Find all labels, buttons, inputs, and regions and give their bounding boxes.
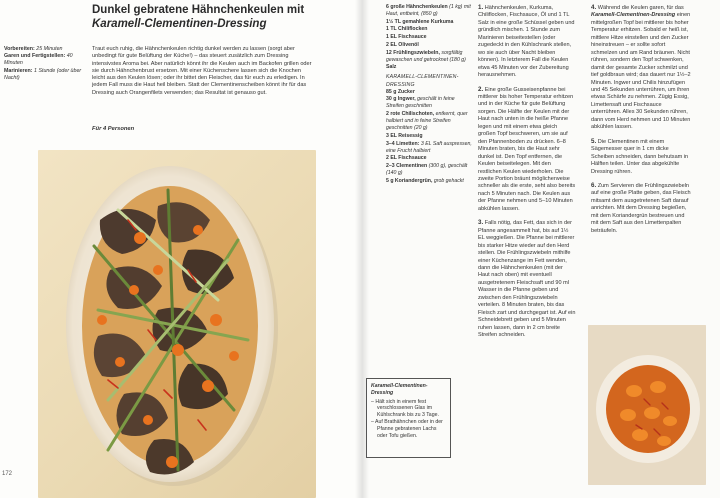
dressing-ingredient-item: 3–4 Limetten: 3 EL Saft auspressen, eine Frucht halbiert xyxy=(386,140,472,154)
platter-illustration xyxy=(38,150,316,498)
dressing-ingredient-item: 30 g Ingwer, geschält in feine Streifen geschnitten xyxy=(386,96,455,110)
page-number: 172 xyxy=(2,471,13,477)
method-step-3: 3. Falls nötig, das Fett, das sich in der Pfanne angesammelt hat, bis auf 1½ EL weggießen. Die Pfanne bei mittlerer bis starker Hitze wieder auf den Herd stellen. Die Frühlingszwiebeln mithilfe einer Küchenzange im Fett wenden, dann die Hähnchenkeulen (mit der Haut nach oben) mit eventuell ausgetretenem Fleischsaft und 90 ml Wasser in die Pfanne geben und zwischen den Frühlingszwiebeln verteilen. 8 Minuten braten, bis das Fleisch zart und durchgegart ist. Auf ein Schneidebrett geben und 5 Minuten ruhen lassen, dann in 2 cm breite Streifen schneiden. xyxy=(478,219,576,339)
ingredient-item: 12 Frühlingszwiebeln, sorgfältig gewaschen und getrocknet (180 g) xyxy=(386,49,466,63)
recipe-title xyxy=(92,3,352,31)
recipe-timings xyxy=(4,46,88,82)
main-dish-photo xyxy=(38,150,316,498)
timing-prep: Vorbereiten: 25 Minuten xyxy=(4,46,63,52)
tip-line: – Hält sich in einem fest verschlossenen Glas im Kühlschrank bis zu 3 Tage. xyxy=(371,398,439,419)
dressing-bowl-photo xyxy=(588,325,706,485)
method-step-5: 5. Die Clementinen mit einem Sägemesser quer in 1 cm dicke Scheiben schneiden, dann behutsam in Hälften teilen. Unter das abgekühlte Dressing rühren. xyxy=(591,137,689,175)
ingredients-list xyxy=(386,4,472,186)
tip-line: – Auf Brathähnchen oder in der Pfanne gebratenen Lachs oder Tofu gießen. xyxy=(371,418,443,439)
timing-cook: Garen und Fertigstellen: 40 Minuten xyxy=(4,53,73,67)
dressing-ingredient-item: 2–3 Clementinen (300 g), geschält (140 g) xyxy=(386,163,468,177)
method-step-4: 4. Während die Keulen garen, für das Karamell-Clementinen-Dressing einen mittelgroßen Topf bei mittlerer bis hoher Temperatur erhitzen. Sobald er heiß ist, mittlere Hitze einstellen und den Zucker hineinstreuen – er sollte sofort schmelzen und am Rand bräunen. Nicht rühren, sondern den Topf schwenken, damit der gesamte Zucker schmilzt und tief goldbraun wird; das dauert nur 1½–2 Minuten. Ingwer und Chilis hinzufügen und 45 Sekunden unterrühren, um ihren etwas Schärfe zu nehmen. Zügig Essig, Limettensaft und Fischsauce unterrühren. Alles 30 Sekunden rühren, dann vom Herd nehmen und 10 Minuten abkühlen lassen. xyxy=(591,4,691,131)
ingredient-item: 1½ TL gemahlene Kurkuma xyxy=(386,18,454,25)
method-step-1: 1. Hähnchenkeulen, Kurkuma, Chiliflocken, Fischsauce, Öl und 1 TL Salz in eine große Schüssel geben und gründlich mischen. 1 Stunde zum Marinieren beiseitestellen (oder zugedeckt in den Kühlschrank stellen, wo sie auch über Nacht bleiben können). In letzterem Fall die Keulen etwa 45 Minuten vor der Zubereitung herausnehmen. xyxy=(478,4,575,79)
method-step-6: 6. Zum Servieren die Frühlingszwiebeln auf eine große Platte geben, das Fleisch mitsamt dem ausgetretenen Saft darauf anrichten. Mit dem Dressing begießen, mit dem Koriandergrün bestreuen und mit dem Saft aus den Limettenpalten beträufeln. xyxy=(591,181,691,234)
recipe-title-line2: Karamell-Clementinen-Dressing xyxy=(92,18,267,30)
timing-marinate: Marinieren: 1 Stunde (oder über Nacht) xyxy=(4,67,82,81)
method-step-2: 2. Eine große Gusseisenpfanne bei mittlerer bis hoher Temperatur erhitzen und in der Küche für gute Belüftung sorgen. Die Hälfte der Keulen mit der Haut nach unten in die heiße Pfanne legen und mit einem etwa gleich großen Topf beschweren, um sie auf den Pfannenboden zu drücken. 6–8 Minuten braten, bis die Haut sehr dunkel ist. Den Topf entfernen, die Keulen beiseitelegen. Mit den restlichen Keulen wiederholen. Die zweite Portion bräunt möglicherweise schneller als die erste, seht also bereits nach 5 Minuten nach. Die Keulen aus der Pfanne nehmen und 5–10 Minuten abkühlen lassen. xyxy=(478,85,576,212)
ingredient-item: Salz xyxy=(386,64,397,71)
dressing-ingredient-item: 2 EL Fischsauce xyxy=(386,155,427,162)
ingredient-item: 2 EL Olivenöl xyxy=(386,41,419,48)
ingredient-item: 1 TL Chiliflocken xyxy=(386,26,428,33)
ingredient-item: 1 EL Fischsauce xyxy=(386,34,427,41)
recipe-serves: Für 4 Personen xyxy=(92,126,135,132)
dressing-subheading: KARAMELL-CLEMENTINEN-DRESSING xyxy=(386,74,459,88)
ingredient-item: 6 große Hähnchenkeulen (1 kg) mit Haut, entbeint, (850 g) xyxy=(386,4,471,18)
method-column-1 xyxy=(478,4,576,345)
recipe-title-line1: Dunkel gebratene Hähnchenkeulen mit xyxy=(92,4,305,16)
tip-box-title: Karamell-Clementinen-Dressing xyxy=(371,383,428,396)
dressing-tip-box xyxy=(366,378,451,458)
recipe-intro: Traut euch ruhig, die Hähnchenkeulen richtig dunkel werden zu lassen (sorgt aber unbedingt für gute Belüftung der Küche!) – das steuert zusätzlich zum Dressing intensivstes Aroma bei. Aber natürlich könnt ihr die Keulen auch im Backofen grillen oder sie durch Hähnchenbrust ersetzen. Mit einer Küchenschere lassen sich die Knochen leicht aus den Keulen lösen; oder ihr bittet den Fleischer, das für euch zu erledigen. In jedem Fall muss die Haut heil bleiben. Statt der Clementinenscheiben könnt ihr für das Dressing auch Orangenfilets verwenden; das Resultat ist genauso gut. xyxy=(92,46,312,96)
dressing-ingredient-item: 85 g Zucker xyxy=(386,88,415,95)
dressing-ingredient-item: 2 rote Chilischoten, entkernt, quer halbiert und in feine Streifen geschnitten (20 g) xyxy=(386,111,468,132)
dressing-ingredient-item: 3 EL Reisessig xyxy=(386,132,423,139)
dressing-bowl-illustration xyxy=(588,325,706,485)
method-column-2 xyxy=(591,4,692,241)
dressing-ingredient-item: 5 g Koriandergrün, grob gehackt xyxy=(386,177,464,184)
